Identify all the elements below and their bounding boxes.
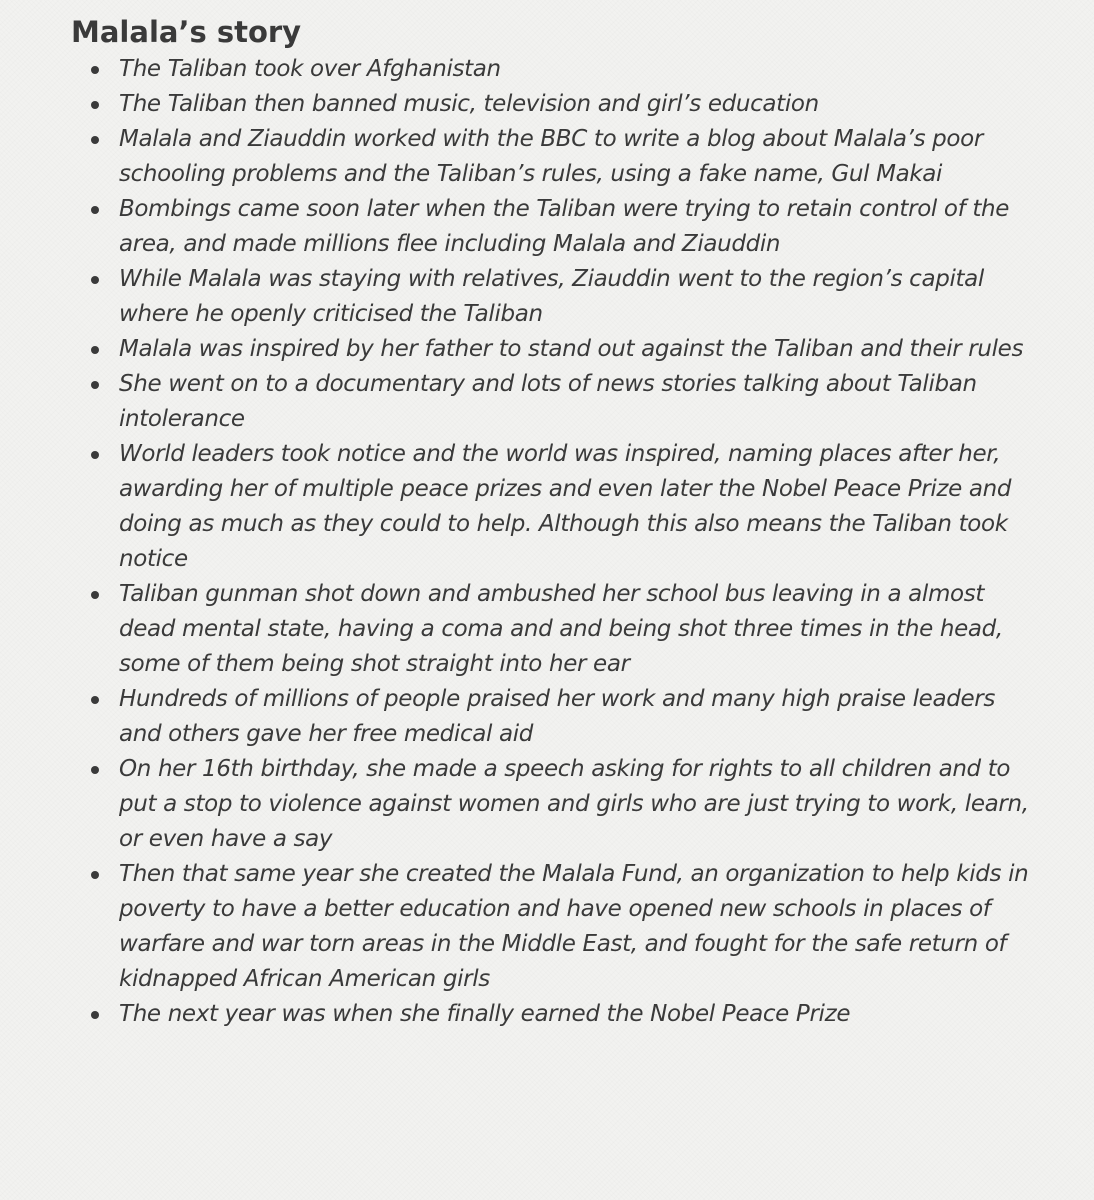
- list-item: [119, 192, 1034, 262]
- list-item-text: She went on to a documentary and lots of news stories talking about Taliban intolerance: [119, 371, 977, 432]
- list-item: [119, 437, 1034, 577]
- bullet-list: [71, 52, 1034, 1032]
- list-item-text: While Malala was staying with relatives, Ziauddin went to the region’s capital where he openly criticised the Taliban: [119, 266, 984, 327]
- list-item-text: Hundreds of millions of people praised her work and many high praise leaders and others gave her free medical aid: [119, 686, 995, 747]
- list-item: [119, 52, 1034, 87]
- bullet-icon: [91, 206, 99, 214]
- list-item: [119, 997, 1034, 1032]
- list-item: [119, 262, 1034, 332]
- list-item-text: The Taliban then banned music, television and girl’s education: [119, 91, 819, 117]
- bullet-icon: [91, 871, 99, 879]
- list-item-text: Bombings came soon later when the Taliban were trying to retain control of the area, and made millions flee including Malala and Ziauddin: [119, 196, 1010, 257]
- list-item: [119, 577, 1034, 682]
- list-item: [119, 367, 1034, 437]
- list-item-text: Malala and Ziauddin worked with the BBC to write a blog about Malala’s poor schooling problems and the Taliban’s rules, using a fake name, Gul Makai: [119, 126, 983, 187]
- bullet-icon: [91, 696, 99, 704]
- bullet-icon: [91, 451, 99, 459]
- bullet-icon: [91, 591, 99, 599]
- bullet-icon: [91, 1011, 99, 1019]
- list-item: [119, 332, 1034, 367]
- list-item: [119, 857, 1034, 997]
- list-item: [119, 682, 1034, 752]
- bullet-icon: [91, 136, 99, 144]
- list-item-text: Then that same year she created the Malala Fund, an organization to help kids in poverty to have a better education and have opened new schools in places of warfare and war torn areas in the Middle East, and fought for the safe return of kidnapped African American girls: [119, 861, 1029, 992]
- list-item-text: The next year was when she finally earned the Nobel Peace Prize: [119, 1001, 851, 1027]
- bullet-icon: [91, 381, 99, 389]
- list-item: [119, 87, 1034, 122]
- bullet-icon: [91, 101, 99, 109]
- bullet-icon: [91, 66, 99, 74]
- note-title: Malala’s story: [71, 15, 302, 49]
- list-item-text: World leaders took notice and the world was inspired, naming places after her, awarding her of multiple peace prizes and even later the Nobel Peace Prize and doing as much as they could to help. Although this also means the Taliban took notice: [119, 441, 1012, 572]
- list-item: [119, 752, 1034, 857]
- list-item-text: Malala was inspired by her father to stand out against the Taliban and their rules: [119, 336, 1024, 362]
- list-item: [119, 122, 1034, 192]
- bullet-icon: [91, 276, 99, 284]
- list-item-text: On her 16th birthday, she made a speech asking for rights to all children and to put a stop to violence against women and girls who are just trying to work, learn, or even have a say: [119, 756, 1029, 852]
- list-item-text: The Taliban took over Afghanistan: [119, 56, 501, 82]
- bullet-icon: [91, 346, 99, 354]
- bullet-icon: [91, 766, 99, 774]
- list-item-text: Taliban gunman shot down and ambushed her school bus leaving in a almost dead mental state, having a coma and and being shot three times in the head, some of them being shot straight into her ear: [119, 581, 1003, 677]
